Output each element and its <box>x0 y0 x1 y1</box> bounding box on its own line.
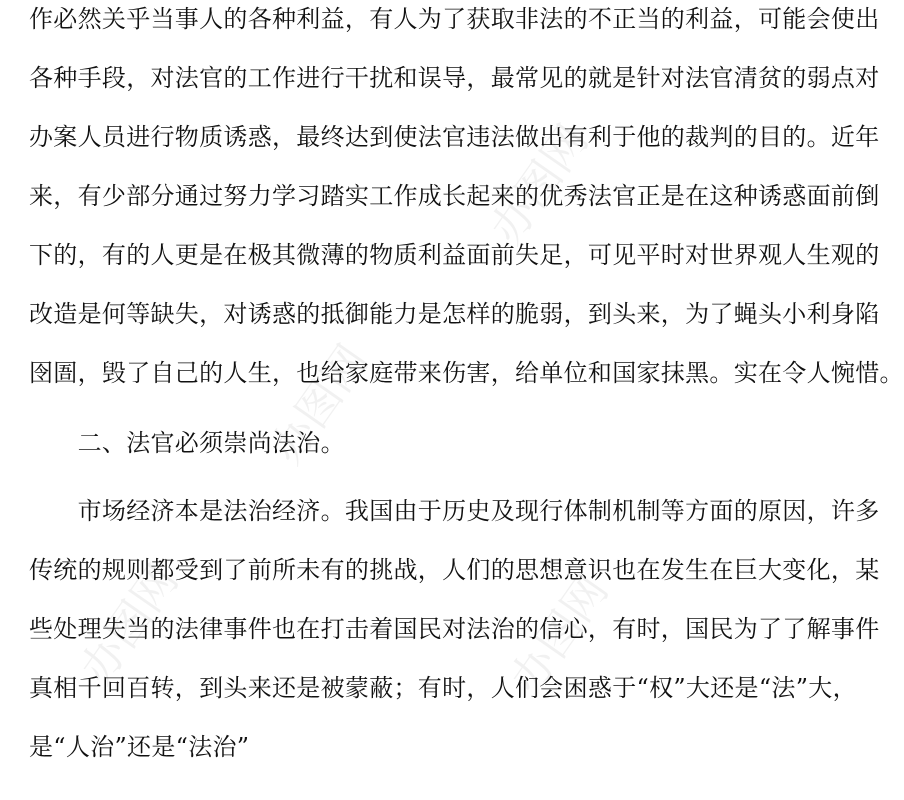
text-line: 下的，有的人更是在极其微薄的物质利益面前失足，可见平时对世界观人生观的 <box>29 241 880 269</box>
text-line: 各种手段，对法官的工作进行干扰和误导，最常见的就是针对法官清贫的弱点对 <box>29 64 880 92</box>
section-heading: 二、法官必须崇尚法治。 <box>29 429 345 457</box>
watermark: 办图网 <box>500 565 619 704</box>
watermark: 办图网 <box>70 555 189 694</box>
text-line: 来，有少部分通过努力学习踏实工作成长起来的优秀法官正是在这种诱惑面前倒 <box>29 182 880 210</box>
watermark: 办图网 <box>260 335 379 474</box>
text-line: 传统的规则都受到了前所未有的挑战，人们的思想意识也在发生在巨大变化，某 <box>29 556 880 584</box>
text-line: 办案人员进行物质诱惑，最终达到使法官违法做出有利于他的裁判的目的。近年 <box>29 123 880 151</box>
text-line: 市场经济本是法治经济。我国由于历史及现行体制机制等方面的原因，许多 <box>29 497 880 525</box>
text-line: 改造是何等缺失，对诱惑的抵御能力是怎样的脆弱，到头来，为了蝇头小利身陷 <box>29 300 880 328</box>
watermark: 办图网 <box>480 115 599 254</box>
text-line: 些处理失当的法律事件也在打击着国民对法治的信心，有时，国民为了了解事件 <box>29 615 880 643</box>
text-line: 囹圄，毁了自己的人生，也给家庭带来伤害，给单位和国家抹黑。实在令人惋惜。 <box>29 359 904 387</box>
text-line: 是“人治”还是“法治” <box>29 733 250 761</box>
text-line: 真相千回百转，到头来还是被蒙蔽；有时，人们会困惑于“权”大还是“法”大， <box>29 674 857 702</box>
text-line: 作必然关乎当事人的各种利益，有人为了获取非法的不正当的利益，可能会使出 <box>29 5 880 33</box>
